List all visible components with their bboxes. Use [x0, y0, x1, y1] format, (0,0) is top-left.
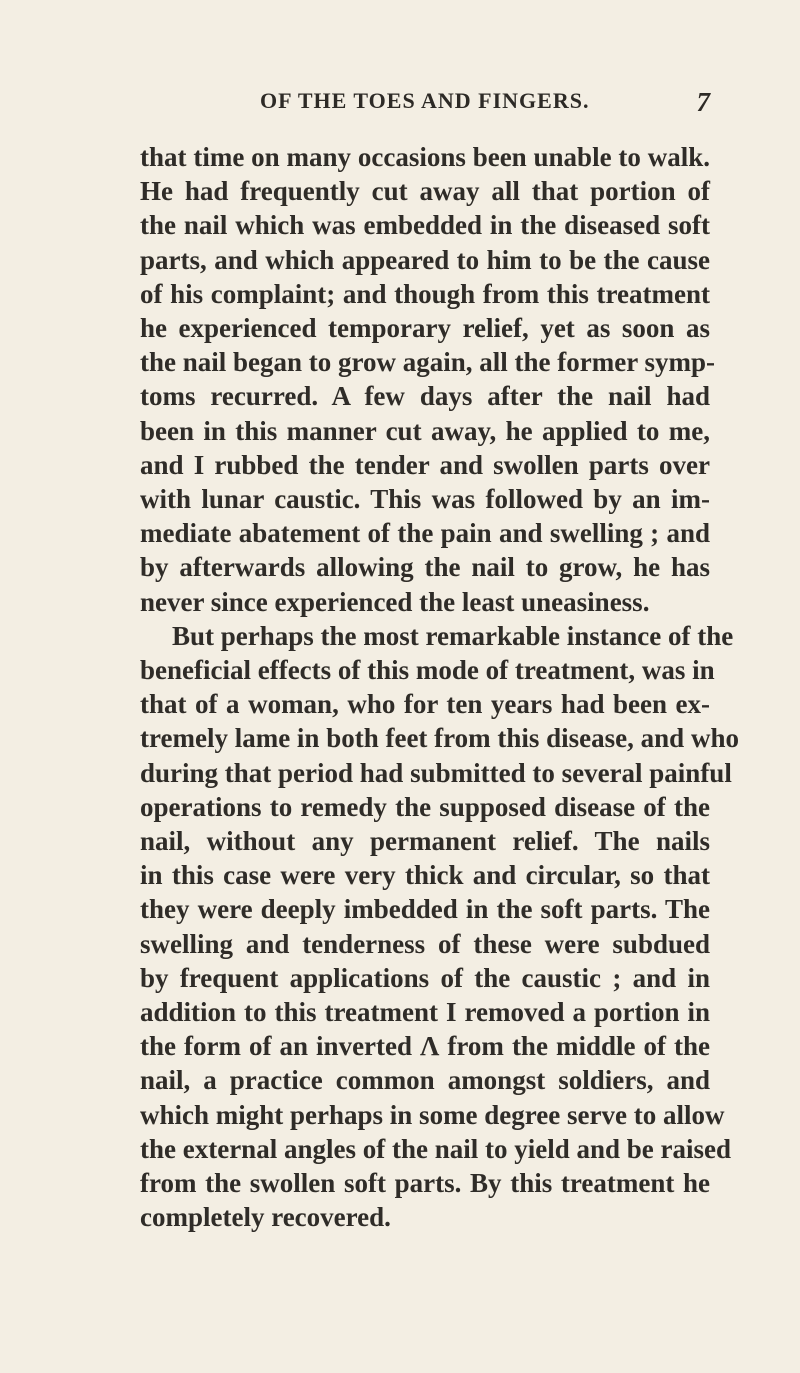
- page-header: [180, 88, 710, 124]
- text-line: the nail began to grow again, all the former symp-: [140, 347, 715, 378]
- text-line: that time on many occasions been unable to walk.: [140, 142, 710, 172]
- text-line: by frequent applications of the caustic ; and in: [140, 962, 710, 993]
- text-line: by afterwards allowing the nail to grow, he has: [140, 552, 710, 583]
- body-text: [140, 140, 739, 1235]
- text-line: he experienced temporary relief, yet as soon as: [140, 313, 710, 344]
- text-line: nail, a practice common amongst soldiers, and: [140, 1065, 710, 1096]
- page-number: 7: [696, 87, 710, 117]
- text-line: operations to remedy the supposed disease of the: [140, 791, 710, 822]
- text-line: they were deeply imbedded in the soft parts. The: [140, 894, 710, 925]
- text-line: beneficial effects of this mode of treatment, was in: [140, 655, 715, 686]
- text-line: the nail which was embedded in the diseased soft: [140, 210, 710, 241]
- text-line: which might perhaps in some degree serve to allow: [140, 1099, 725, 1130]
- text-line: swelling and tenderness of these were subdued: [140, 928, 710, 959]
- text-line: never since experienced the least uneasiness.: [140, 586, 650, 617]
- text-line: the external angles of the nail to yield and be raised: [140, 1133, 731, 1164]
- paragraph-2: [140, 619, 739, 1235]
- running-head: OF THE TOES AND FINGERS.: [260, 88, 590, 113]
- text-line: addition to this treatment I removed a portion in: [140, 997, 710, 1028]
- text-line: been in this manner cut away, he applied to me,: [140, 415, 710, 446]
- text-line: tremely lame in both feet from this disease, and who: [140, 723, 739, 754]
- text-line: in this case were very thick and circular, so that: [140, 860, 710, 891]
- text-line: during that period had submitted to several painful: [140, 757, 732, 788]
- paragraph-1: [140, 140, 715, 619]
- text-line: toms recurred. A few days after the nail had: [140, 381, 710, 412]
- text-line: and I rubbed the tender and swollen parts over: [140, 449, 710, 480]
- text-line: He had frequently cut away all that portion of: [140, 176, 710, 207]
- text-line: the form of an inverted Λ from the middle of the: [140, 1031, 710, 1062]
- text-line: parts, and which appeared to him to be the cause: [140, 244, 710, 275]
- text-line: of his complaint; and though from this treatment: [140, 278, 710, 309]
- text-line: completely recovered.: [140, 1202, 391, 1233]
- text-line: nail, without any permanent relief. The nails: [140, 826, 710, 857]
- text-line: from the swollen soft parts. By this treatment he: [140, 1168, 710, 1199]
- text-line: But perhaps the most remarkable instance of the: [172, 620, 734, 651]
- text-line: that of a woman, who for ten years had been ex-: [140, 689, 710, 720]
- text-line: with lunar caustic. This was followed by an im-: [140, 484, 710, 515]
- text-line: mediate abatement of the pain and swelling ; and: [140, 518, 710, 549]
